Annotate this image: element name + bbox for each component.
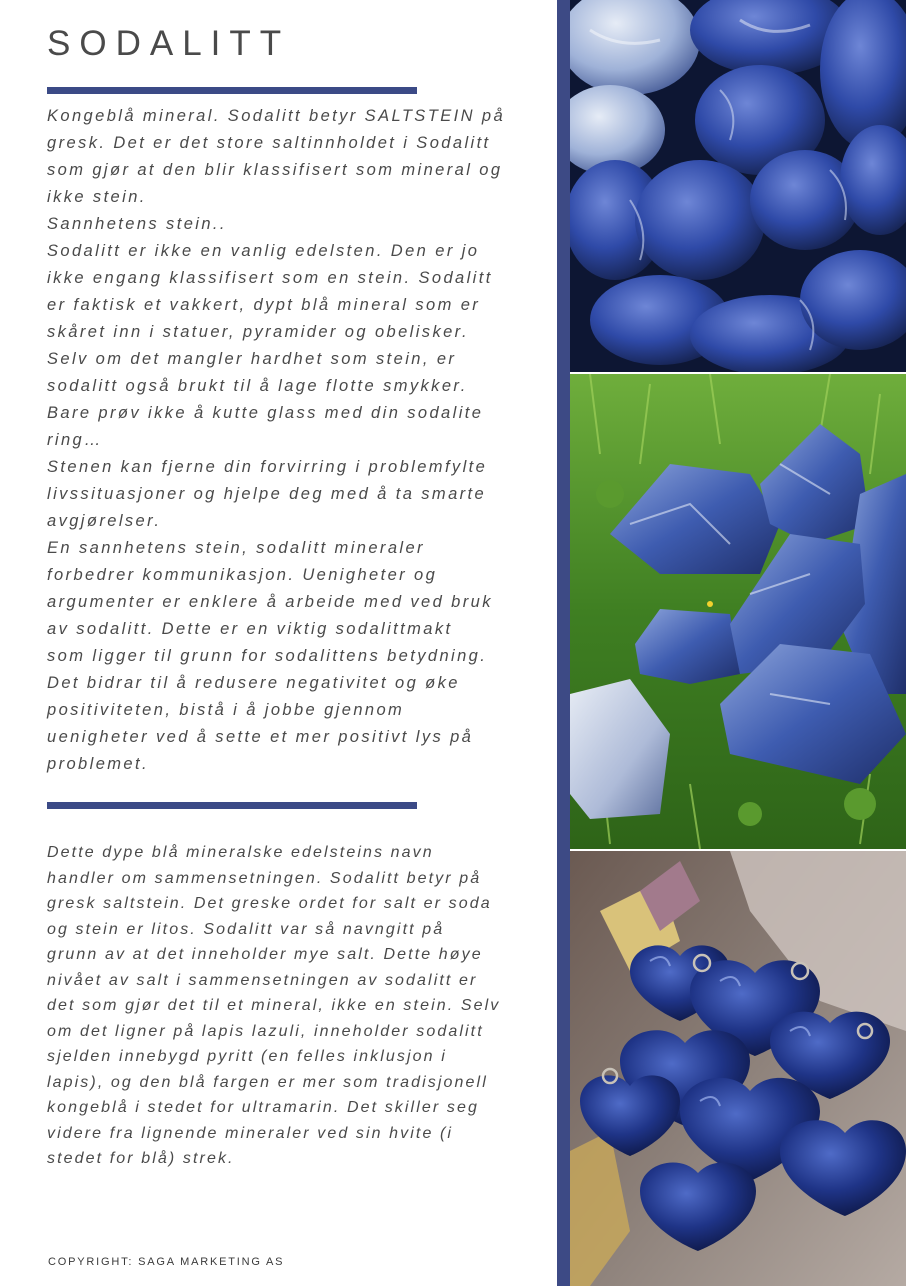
text-line: skåret inn i statuer, pyramider og obelisker. [47,323,469,341]
text-line: som ligger til grunn for sodalittens betydning. [47,647,488,665]
text-line: stedet for blå) strek. [47,1150,235,1167]
text-line: av sodalitt. Dette er en viktig sodalittmakt [47,620,453,638]
text-line: gresk saltstein. Det greske ordet for salt er soda [47,895,492,912]
text-line: ikke engang klassifisert som en stein. Sodalitt [47,269,493,287]
accent-bar [557,0,570,1286]
text-line: ring… [47,431,104,449]
text-line: argumenter er enklere å arbeide med ved bruk [47,593,493,611]
text-line: handler om sammensetningen. Sodalitt betyr på [47,869,482,887]
text-line: kongeblå i stedet for ultramarin. Det skiller seg [47,1099,479,1116]
text-line: Kongeblå mineral. Sodalitt betyr SALTSTEIN på [47,107,506,125]
text-line: Sodalitt er ikke en vanlig edelsten. Den er jo [47,242,480,260]
title-divider [47,87,417,94]
text-line: Stenen kan fjerne din forvirring i problemfylte [47,458,488,476]
text-line: sodalitt også brukt til å lage flotte smykker. [47,377,468,395]
text-line: gresk. Det er det store saltinnholdet i Sodalitt [47,134,491,152]
text-line: forbedrer kommunikasjon. Uenigheter og [47,566,438,584]
text-line: Dette dype blå mineralske edelsteins navn [47,844,434,861]
text-line: lapis), og den blå fargen er mer som tradisjonell [47,1073,488,1091]
page-title: SODALITT [47,24,291,63]
raw-sodalite-on-grass-photo [570,374,906,849]
tumbled-sodalite-photo [570,0,906,372]
text-line: nivået av salt i sammensetningen av sodalitt er [47,971,478,989]
sodalite-heart-pendants-photo [570,851,906,1286]
text-line: Sannhetens stein.. [47,215,227,233]
text-line: positiviteten, bistå i å jobbe gjennom [47,701,405,719]
copyright-notice: COPYRIGHT: SAGA MARKETING AS [48,1256,285,1268]
intro-paragraph [47,103,552,778]
text-line: En sannhetens stein, sodalitt mineraler [47,539,425,557]
section-divider [47,802,417,809]
text-line: som gjør at den blir klassifisert som mineral og [47,161,503,179]
text-line: det som gjør det til et mineral, ikke en stein. Selv [47,997,501,1014]
text-line: om det ligner på lapis lazuli, inneholder sodalitt [47,1022,484,1040]
text-line: problemet. [47,755,149,773]
text-line: avgjørelser. [47,512,162,530]
text-line: Selv om det mangler hardhet som stein, er [47,350,457,368]
text-line: ikke stein. [47,188,147,206]
text-line: videre fra lignende mineraler ved sin hvite (i [47,1124,454,1142]
text-line: uenigheter ved å sette et mer positivt lys på [47,728,474,746]
text-line: livssituasjoner og hjelpe deg med å ta smarte [47,485,487,503]
text-line: og stein er litos. Sodalitt var så navngitt på [47,920,445,938]
text-line: grunn av at det inneholder mye salt. Dette høye [47,946,483,963]
text-line: sjelden innebygd pyritt (en felles inklusjon i [47,1048,447,1065]
etymology-paragraph [47,840,552,1172]
text-line: er faktisk et vakkert, dypt blå mineral som er [47,296,481,314]
text-line: Det bidrar til å redusere negativitet og øke [47,674,460,692]
text-line: Bare prøv ikke å kutte glass med din sodalite [47,404,484,422]
